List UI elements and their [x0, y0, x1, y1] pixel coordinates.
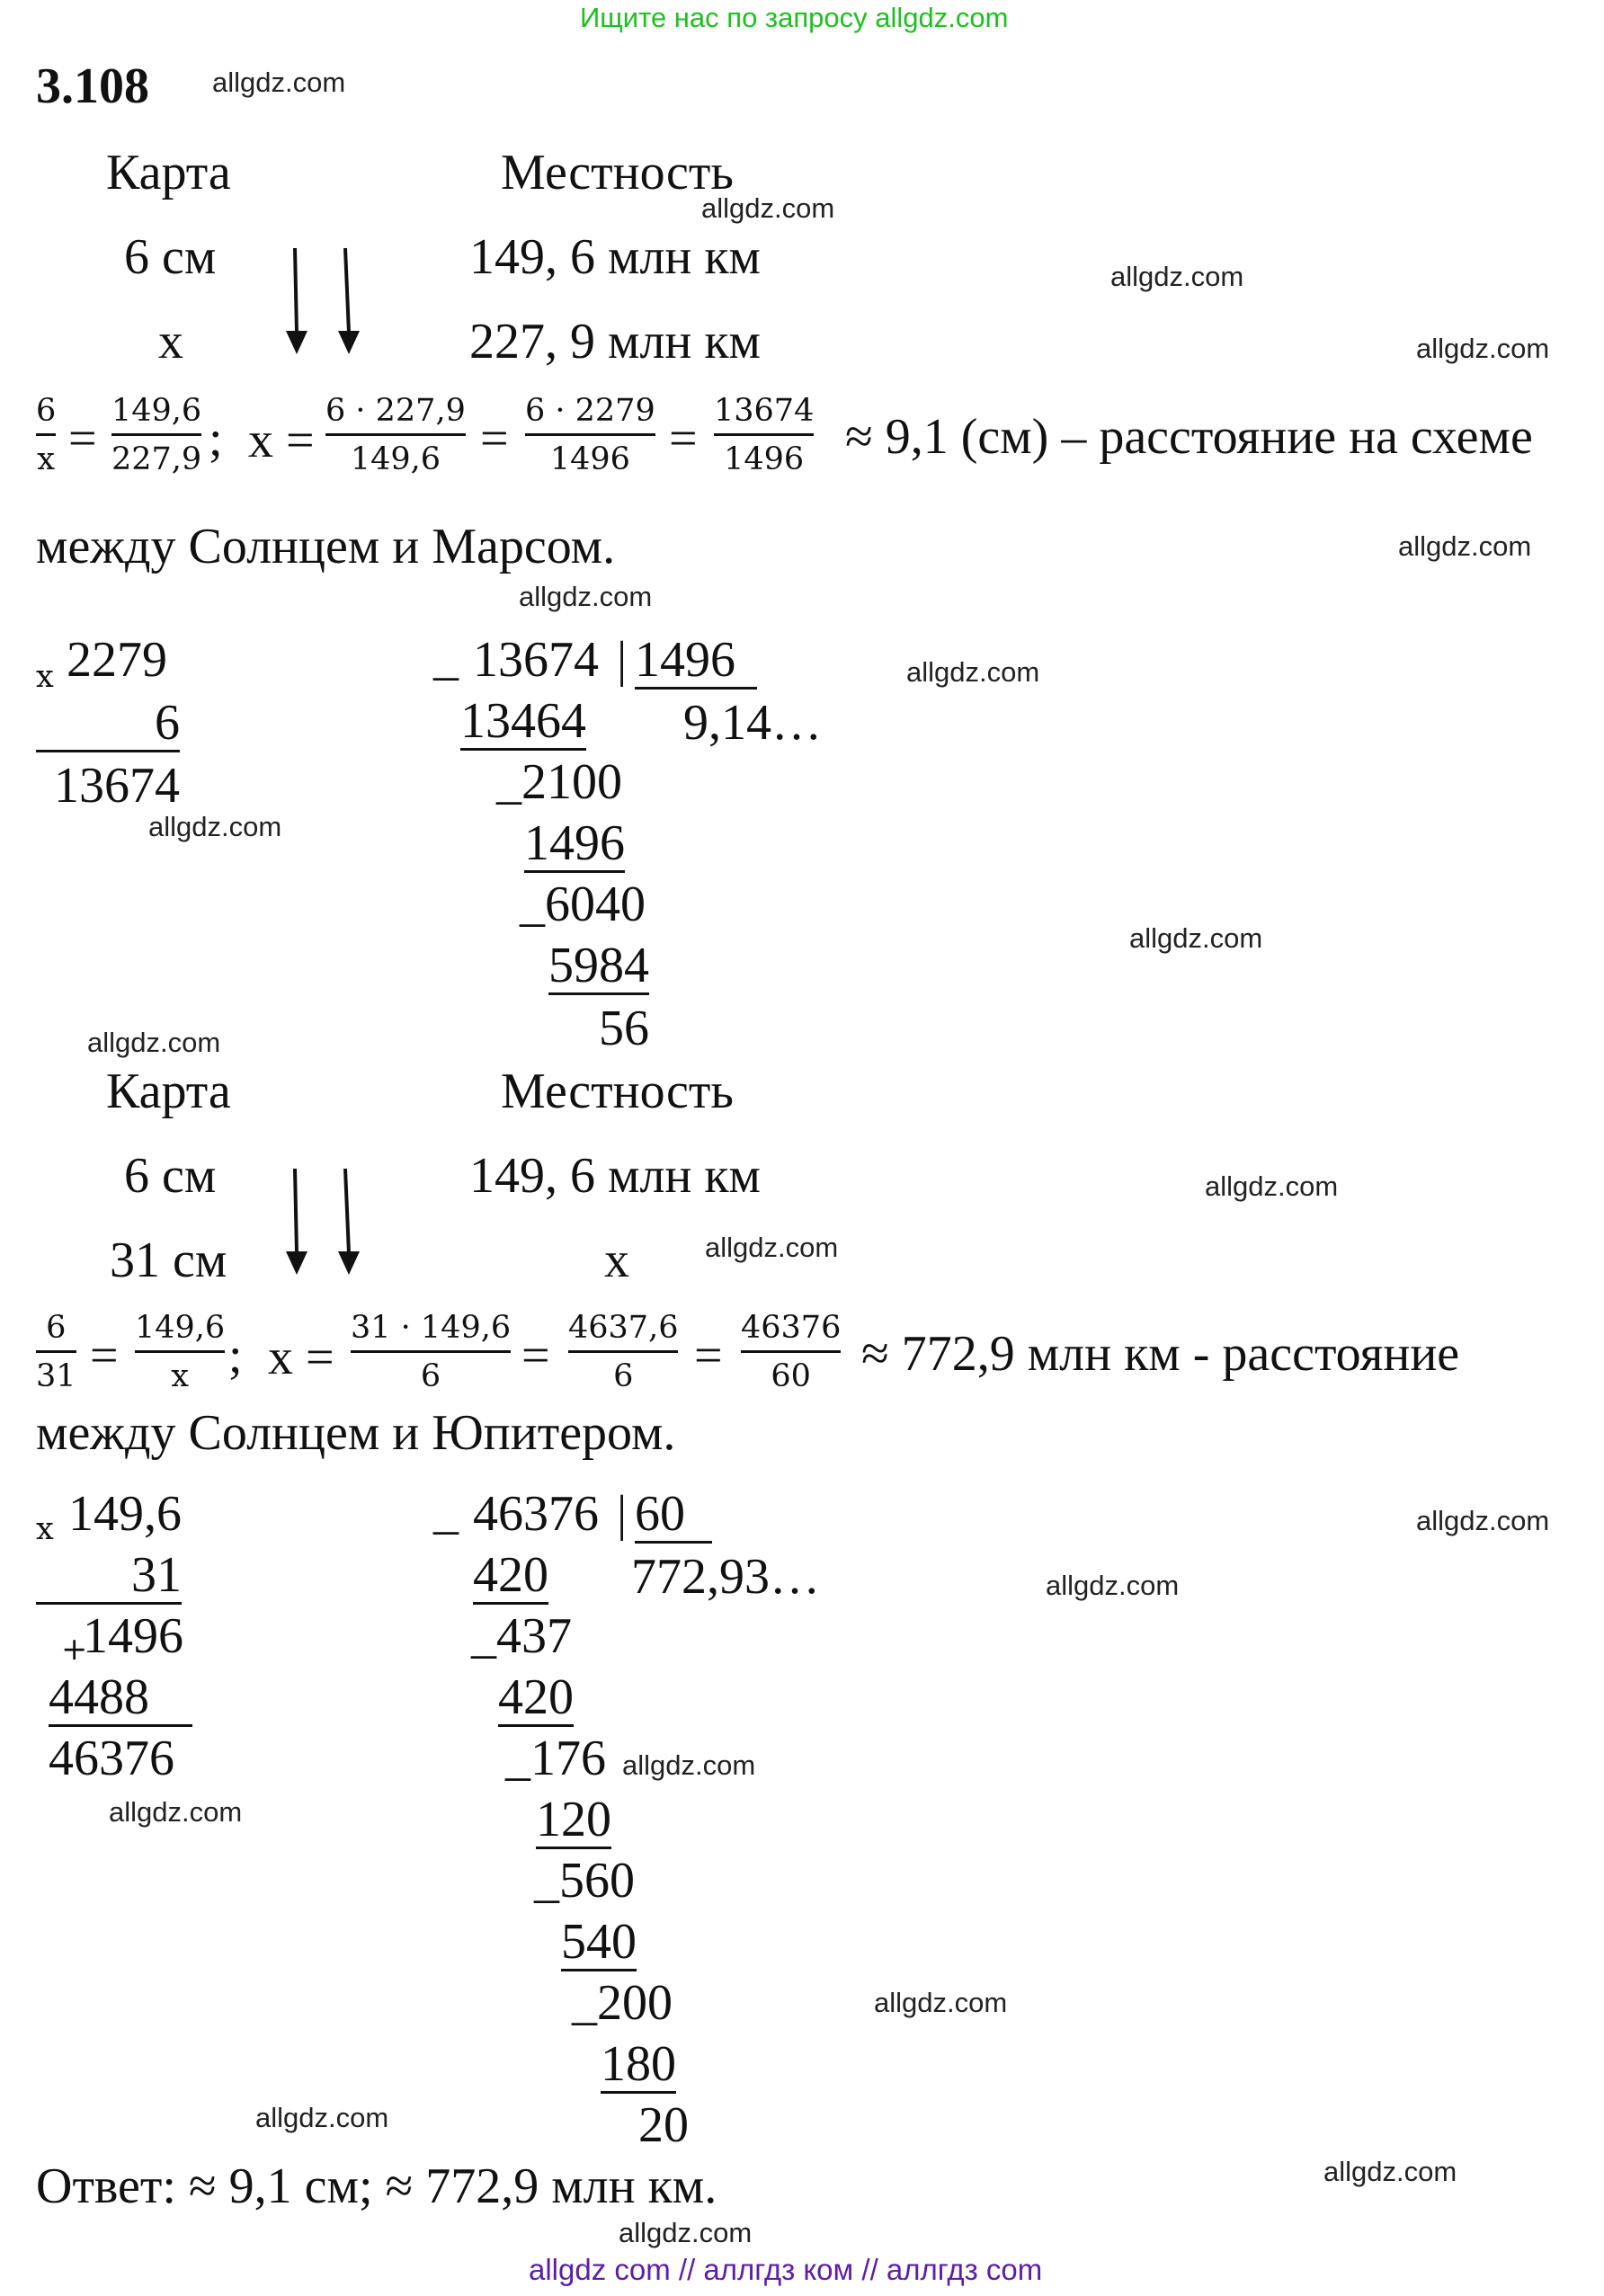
- fraction: 6 · 2279 1496: [525, 393, 655, 477]
- multiply-sign: x: [36, 1511, 54, 1547]
- watermark: allgdz.com: [519, 581, 653, 612]
- division-bar: |: [617, 1486, 628, 1542]
- division-step: _200: [572, 1975, 673, 2031]
- quotient: 9,14…: [683, 695, 822, 751]
- x-equals: x =: [248, 413, 315, 468]
- watermark: allgdz.com: [705, 1232, 839, 1263]
- quotient: 772,93…: [631, 1549, 820, 1605]
- result-text-continued: между Солнцем и Марсом.: [36, 519, 616, 574]
- header-map: Карта: [106, 1063, 231, 1119]
- result-text-continued: между Солнцем и Юпитером.: [36, 1405, 676, 1461]
- division-minus: _: [433, 630, 459, 686]
- multiplier: 6: [36, 698, 180, 752]
- map-value-2: 31 см: [110, 1233, 227, 1288]
- semicolon: ;: [228, 1328, 243, 1384]
- result-text: ≈ 772,9 млн км - расстояние: [861, 1326, 1460, 1382]
- product: 46376: [49, 1731, 174, 1786]
- divisor: 1496: [635, 635, 757, 690]
- division-remainder: 56: [599, 1001, 649, 1056]
- terrain-value-1: 149, 6 млн км: [469, 229, 761, 285]
- fraction: 149,6 227,9: [111, 393, 202, 477]
- fraction: 6 x: [36, 393, 57, 477]
- division-minus: _: [433, 1484, 459, 1540]
- partial-product: 4488: [49, 1672, 192, 1727]
- multiplicand: 149,6: [68, 1486, 182, 1542]
- terrain-value-1: 149, 6 млн км: [469, 1148, 761, 1204]
- fraction: 6 · 227,9 149,6: [325, 393, 466, 477]
- watermark: allgdz.com: [1205, 1170, 1339, 1202]
- division-step: 1496: [524, 815, 625, 871]
- watermark: allgdz.com: [148, 811, 282, 842]
- division-step: 540: [561, 1914, 637, 1970]
- division-step: _176: [505, 1731, 606, 1786]
- watermark: allgdz.com: [1129, 922, 1263, 954]
- direction-arrows: [270, 243, 378, 360]
- equals-sign: =: [480, 411, 509, 467]
- watermark: allgdz.com: [874, 1987, 1008, 2018]
- division-step: _437: [471, 1608, 572, 1664]
- division-step: _2100: [496, 754, 622, 810]
- division-step: _6040: [520, 877, 646, 932]
- watermark: allgdz.com: [1323, 2156, 1457, 2187]
- header-terrain: Местность: [501, 1063, 734, 1119]
- watermark: allgdz.com: [906, 656, 1040, 688]
- map-value-1: 6 см: [124, 1148, 217, 1204]
- watermark: allgdz.com: [212, 67, 346, 98]
- problem-number: 3.108: [36, 58, 149, 114]
- watermark: allgdz.com: [622, 1749, 756, 1781]
- fraction: 4637,6 6: [568, 1310, 679, 1394]
- terrain-value-2: 227, 9 млн км: [469, 314, 761, 369]
- terrain-value-2: x: [604, 1233, 629, 1288]
- fraction: 46376 60: [741, 1310, 842, 1394]
- watermark: allgdz.com: [87, 1027, 221, 1058]
- fraction: 149,6 x: [135, 1310, 226, 1394]
- watermark: allgdz.com: [1416, 1505, 1550, 1536]
- direction-arrows: [270, 1163, 378, 1280]
- watermark: allgdz.com: [1398, 530, 1532, 562]
- watermark: allgdz.com: [619, 2217, 753, 2248]
- plus-sign: +: [61, 1632, 88, 1668]
- equals-sign: =: [521, 1328, 550, 1384]
- multiplier: 31: [36, 1550, 182, 1605]
- x-equals: x =: [268, 1330, 334, 1385]
- multiply-sign: x: [36, 659, 54, 695]
- watermark: allgdz.com: [1110, 261, 1244, 292]
- watermark: allgdz.com: [1416, 333, 1550, 364]
- division-bar: |: [617, 632, 628, 688]
- map-value-2: x: [158, 314, 183, 369]
- result-text: ≈ 9,1 (см) – расстояние на схеме: [845, 409, 1533, 465]
- answer: Ответ: ≈ 9,1 см; ≈ 772,9 млн км.: [36, 2158, 717, 2214]
- division-remainder: 20: [638, 2097, 689, 2153]
- header-terrain: Местность: [501, 145, 734, 200]
- fraction: 13674 1496: [714, 393, 815, 477]
- watermark: allgdz.com: [1046, 1570, 1180, 1601]
- semicolon: ;: [209, 411, 223, 467]
- top-banner: Ищите нас по запросу allgdz.com: [580, 2, 1009, 33]
- division-step: _560: [534, 1853, 635, 1909]
- partial-product: 1496: [83, 1608, 183, 1664]
- watermark: allgdz.com: [701, 192, 835, 224]
- division-step: 420: [498, 1669, 574, 1725]
- equals-sign: =: [68, 411, 97, 467]
- equals-sign: =: [669, 411, 698, 467]
- bottom-banner: allgdz com // аллгдз ком // аллгдз com: [529, 2253, 1043, 2286]
- watermark: allgdz.com: [255, 2102, 389, 2133]
- division-step: 120: [536, 1792, 611, 1847]
- watermark: allgdz.com: [109, 1796, 243, 1828]
- multiplicand: 2279: [67, 632, 167, 688]
- map-value-1: 6 см: [124, 229, 217, 285]
- division-step: 5984: [548, 938, 649, 993]
- equals-sign: =: [90, 1328, 119, 1384]
- division-step: 13464: [460, 693, 586, 749]
- division-step: 420: [473, 1547, 548, 1603]
- fraction: 6 31: [36, 1310, 76, 1394]
- equals-sign: =: [694, 1328, 723, 1384]
- dividend: 13674: [473, 632, 599, 688]
- division-step: 180: [601, 2036, 676, 2092]
- header-map: Карта: [106, 145, 231, 200]
- divisor: 60: [635, 1489, 712, 1544]
- product: 13674: [54, 758, 180, 814]
- fraction: 31 · 149,6 6: [351, 1310, 512, 1394]
- dividend: 46376: [473, 1486, 599, 1542]
